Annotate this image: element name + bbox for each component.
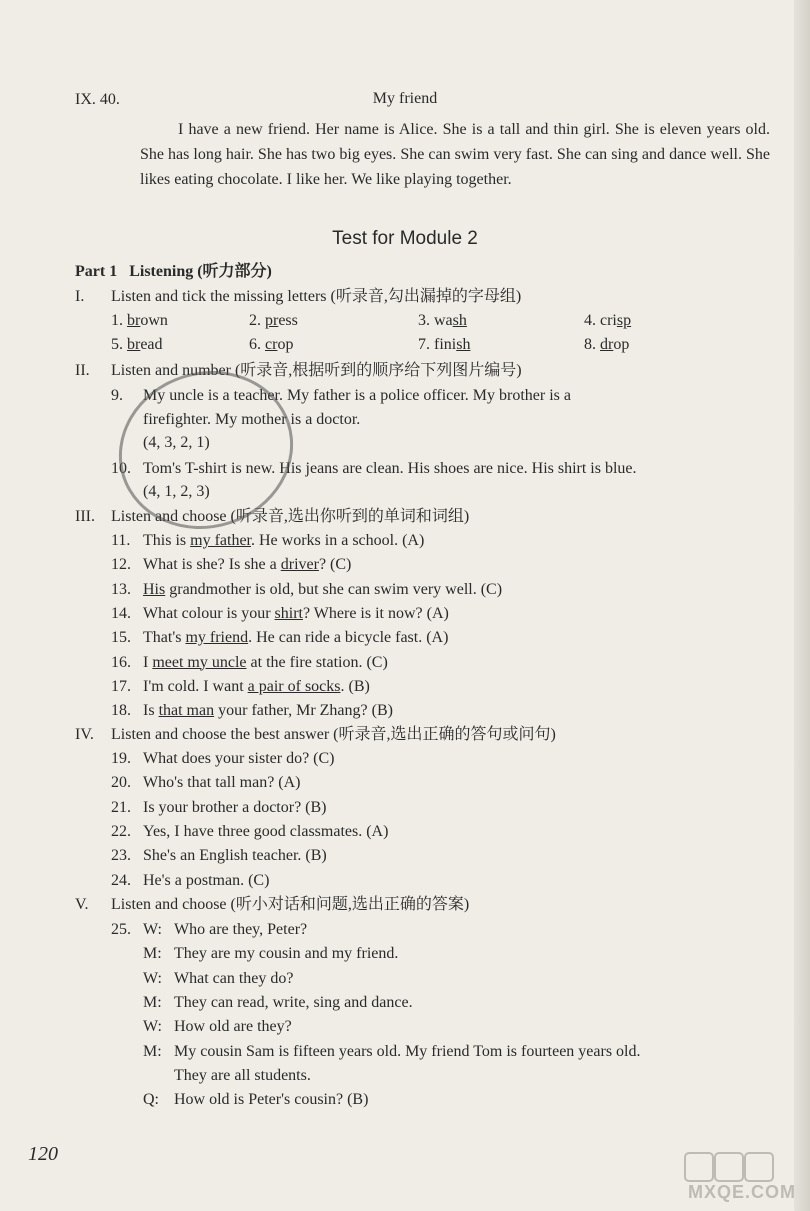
watermark-text: MXQE.COM xyxy=(688,1182,797,1202)
q3-item-part: . He works in a school. (A) xyxy=(251,532,425,549)
q1-word-item xyxy=(111,335,163,355)
q1-word-number: 8. xyxy=(584,336,596,353)
q4-item-text: Who's that tall man? (A) xyxy=(143,774,301,792)
q5-speaker: W: xyxy=(143,1018,162,1036)
q3-item-part: What colour is your xyxy=(143,604,275,622)
q4-roman: IV. xyxy=(75,726,94,743)
q3-item-part: I xyxy=(143,653,153,671)
q5-line: How old is Peter's cousin? (B) xyxy=(174,1091,369,1109)
q3-item-text xyxy=(143,677,370,697)
q3-item-heard-word: His xyxy=(143,580,166,598)
q4-item-number: 24. xyxy=(111,871,131,889)
q1-word-item xyxy=(111,311,168,331)
q4-item-text: What does your sister do? (C) xyxy=(143,750,335,767)
q1-word-item xyxy=(584,311,631,331)
q1-word-missing-letters: br xyxy=(127,312,141,329)
q1-word-item xyxy=(249,335,293,355)
q4-item-number: 22. xyxy=(111,822,131,840)
q4-item-text: Yes, I have three good classmates. (A) xyxy=(143,822,389,840)
q2-item-answer: (4, 3, 2, 1) xyxy=(143,434,210,451)
q1-word-missing-letters: pr xyxy=(265,312,279,329)
q3-item-number: 12. xyxy=(111,556,131,574)
q3-item-heard-word: a pair of socks xyxy=(247,677,341,695)
q3-item-text xyxy=(143,653,388,673)
q1-word-part: own xyxy=(140,312,168,329)
q5-line: They are my cousin and my friend. xyxy=(174,945,399,963)
q1-word-item xyxy=(584,335,629,355)
q5-speaker: W: xyxy=(143,921,162,938)
q3-item-heard-word: that man xyxy=(158,702,215,720)
q3-item-part: That's xyxy=(143,629,186,647)
q3-item-heard-word: driver xyxy=(280,556,319,574)
q4-item-number: 19. xyxy=(111,750,131,767)
q3-item-part: I'm cold. I want xyxy=(143,677,248,695)
q2-roman: II. xyxy=(75,362,90,379)
q3-item-text xyxy=(143,555,351,575)
q1-instruction: Listen and tick the missing letters (听录音,勾出漏掉的字母组) xyxy=(111,288,522,305)
q3-item-part: . He can ride a bicycle fast. (A) xyxy=(248,629,449,647)
q1-word-item xyxy=(418,335,470,355)
q3-item-part: This is xyxy=(143,532,191,549)
q3-item-number: 16. xyxy=(111,653,131,671)
q5-speaker: M: xyxy=(143,945,162,963)
q1-word-missing-letters: cr xyxy=(265,336,278,353)
q1-word-number: 5. xyxy=(111,336,123,353)
q1-word-number: 2. xyxy=(249,312,261,329)
q4-item-number: 20. xyxy=(111,774,131,792)
q3-item-number: 18. xyxy=(111,702,131,720)
q1-word-number: 7. xyxy=(418,336,430,353)
q1-word-missing-letters: sh xyxy=(452,312,467,329)
q2-item-text: My uncle is a teacher. My father is a police officer. My brother is a xyxy=(143,387,572,404)
q5-line: What can they do? xyxy=(174,969,294,987)
q3-item-part: Is xyxy=(143,702,159,720)
q1-word-number: 1. xyxy=(111,312,123,329)
q2-item-number: 10. xyxy=(111,460,131,477)
q1-word-missing-letters: br xyxy=(127,336,141,353)
q2-item-text: firefighter. My mother is a doctor. xyxy=(143,411,361,428)
q3-instruction: Listen and choose (听录音,选出你听到的单词和词组) xyxy=(111,508,470,525)
q5-item-number: 25. xyxy=(111,921,131,938)
q3-item-text xyxy=(143,580,502,600)
q3-item-heard-word: shirt xyxy=(274,604,303,622)
part-title: Listening (听力部分) xyxy=(129,263,272,280)
q1-word-part: fini xyxy=(434,336,457,353)
q1-word-part: ess xyxy=(278,312,298,329)
q4-item-text: She's an English teacher. (B) xyxy=(143,847,327,865)
q3-item-part: at the fire station. (C) xyxy=(246,653,388,671)
q3-item-text xyxy=(143,628,448,648)
q5-speaker: M: xyxy=(143,993,162,1011)
part-label: Part 1 xyxy=(75,263,118,280)
q4-item-text: Is your brother a doctor? (B) xyxy=(143,798,327,816)
q4-item-number: 21. xyxy=(111,798,131,816)
q5-line: They are all students. xyxy=(174,1066,311,1084)
q5-roman: V. xyxy=(75,896,89,913)
q5-speaker: M: xyxy=(143,1042,162,1060)
q3-item-part: ? Where is it now? (A) xyxy=(302,604,449,622)
page-edge xyxy=(794,0,810,1211)
q5-line: They can read, write, sing and dance. xyxy=(174,993,413,1011)
q5-line: My cousin Sam is fifteen years old. My friend Tom is fourteen years old. xyxy=(174,1042,641,1060)
q2-item-number: 9. xyxy=(111,387,123,404)
q3-item-heard-word: meet my uncle xyxy=(152,653,247,671)
q1-word-missing-letters: sh xyxy=(456,336,471,353)
q3-item-part: What is she? Is she a xyxy=(143,556,281,574)
q1-word-number: 4. xyxy=(584,312,596,329)
q3-item-text xyxy=(143,604,449,624)
q5-line: How old are they? xyxy=(174,1018,292,1036)
q1-word-missing-letters: sp xyxy=(616,312,632,329)
q5-line: Who are they, Peter? xyxy=(174,921,308,938)
q1-word-number: 6. xyxy=(249,336,261,353)
q5-speaker: Q: xyxy=(143,1091,159,1109)
q3-item-number: 17. xyxy=(111,677,131,695)
q1-word-number: 3. xyxy=(418,312,430,329)
q2-instruction: Listen and number (听录音,根据听到的顺序给下列图片编号) xyxy=(111,362,522,379)
q3-item-number: 11. xyxy=(111,532,131,549)
q2-item-answer: (4, 1, 2, 3) xyxy=(143,483,210,500)
part-heading xyxy=(75,262,272,282)
q3-item-part: your father, Mr Zhang? (B) xyxy=(214,702,393,720)
section-label-ix: IX. 40. xyxy=(75,91,120,108)
q1-word-missing-letters: dr xyxy=(600,336,614,353)
q1-word-item xyxy=(249,311,298,331)
q3-item-number: 14. xyxy=(111,604,131,622)
passage-title: My friend xyxy=(372,90,438,107)
q3-item-part: ? (C) xyxy=(318,556,352,574)
q1-roman: I. xyxy=(75,288,85,305)
watermark-logo xyxy=(678,1148,796,1206)
q5-instruction: Listen and choose (听小对话和问题,选出正确的答案) xyxy=(111,896,470,913)
q3-item-text xyxy=(143,531,424,551)
q3-item-number: 15. xyxy=(111,629,131,647)
section-title: Test for Module 2 xyxy=(332,228,478,249)
q4-instruction: Listen and choose the best answer (听录音,选出正确的答句或问句) xyxy=(111,726,556,743)
q3-item-heard-word: my father xyxy=(190,532,251,549)
q3-item-heard-word: my friend xyxy=(185,629,249,647)
q4-item-number: 23. xyxy=(111,847,131,865)
passage-text: I have a new friend. Her name is Alice. She is a tall and thin girl. She is eleven years old. She has long hair. She has two big eyes. She can swim very fast. She can sing and dance well. She likes eating chocolate. I like her. We like playing together. xyxy=(140,121,770,188)
q3-item-text xyxy=(143,701,393,721)
q3-item-part: . (B) xyxy=(340,677,370,695)
q3-item-number: 13. xyxy=(111,580,131,598)
q3-item-part: grandmother is old, but she can swim very well. (C) xyxy=(165,580,503,598)
passage xyxy=(140,117,770,192)
q1-word-item xyxy=(418,311,467,331)
q1-word-part: wa xyxy=(434,312,453,329)
q1-word-part: op xyxy=(277,336,294,353)
q2-item-text: Tom's T-shirt is new. His jeans are clean. His shoes are nice. His shirt is blue. xyxy=(143,460,637,477)
page-number: 120 xyxy=(28,1143,58,1165)
q3-roman: III. xyxy=(75,508,95,525)
q5-speaker: W: xyxy=(143,969,162,987)
q1-word-part: cri xyxy=(600,312,617,329)
q1-word-part: ead xyxy=(140,336,163,353)
q4-item-text: He's a postman. (C) xyxy=(143,871,270,889)
q1-word-part: op xyxy=(613,336,630,353)
